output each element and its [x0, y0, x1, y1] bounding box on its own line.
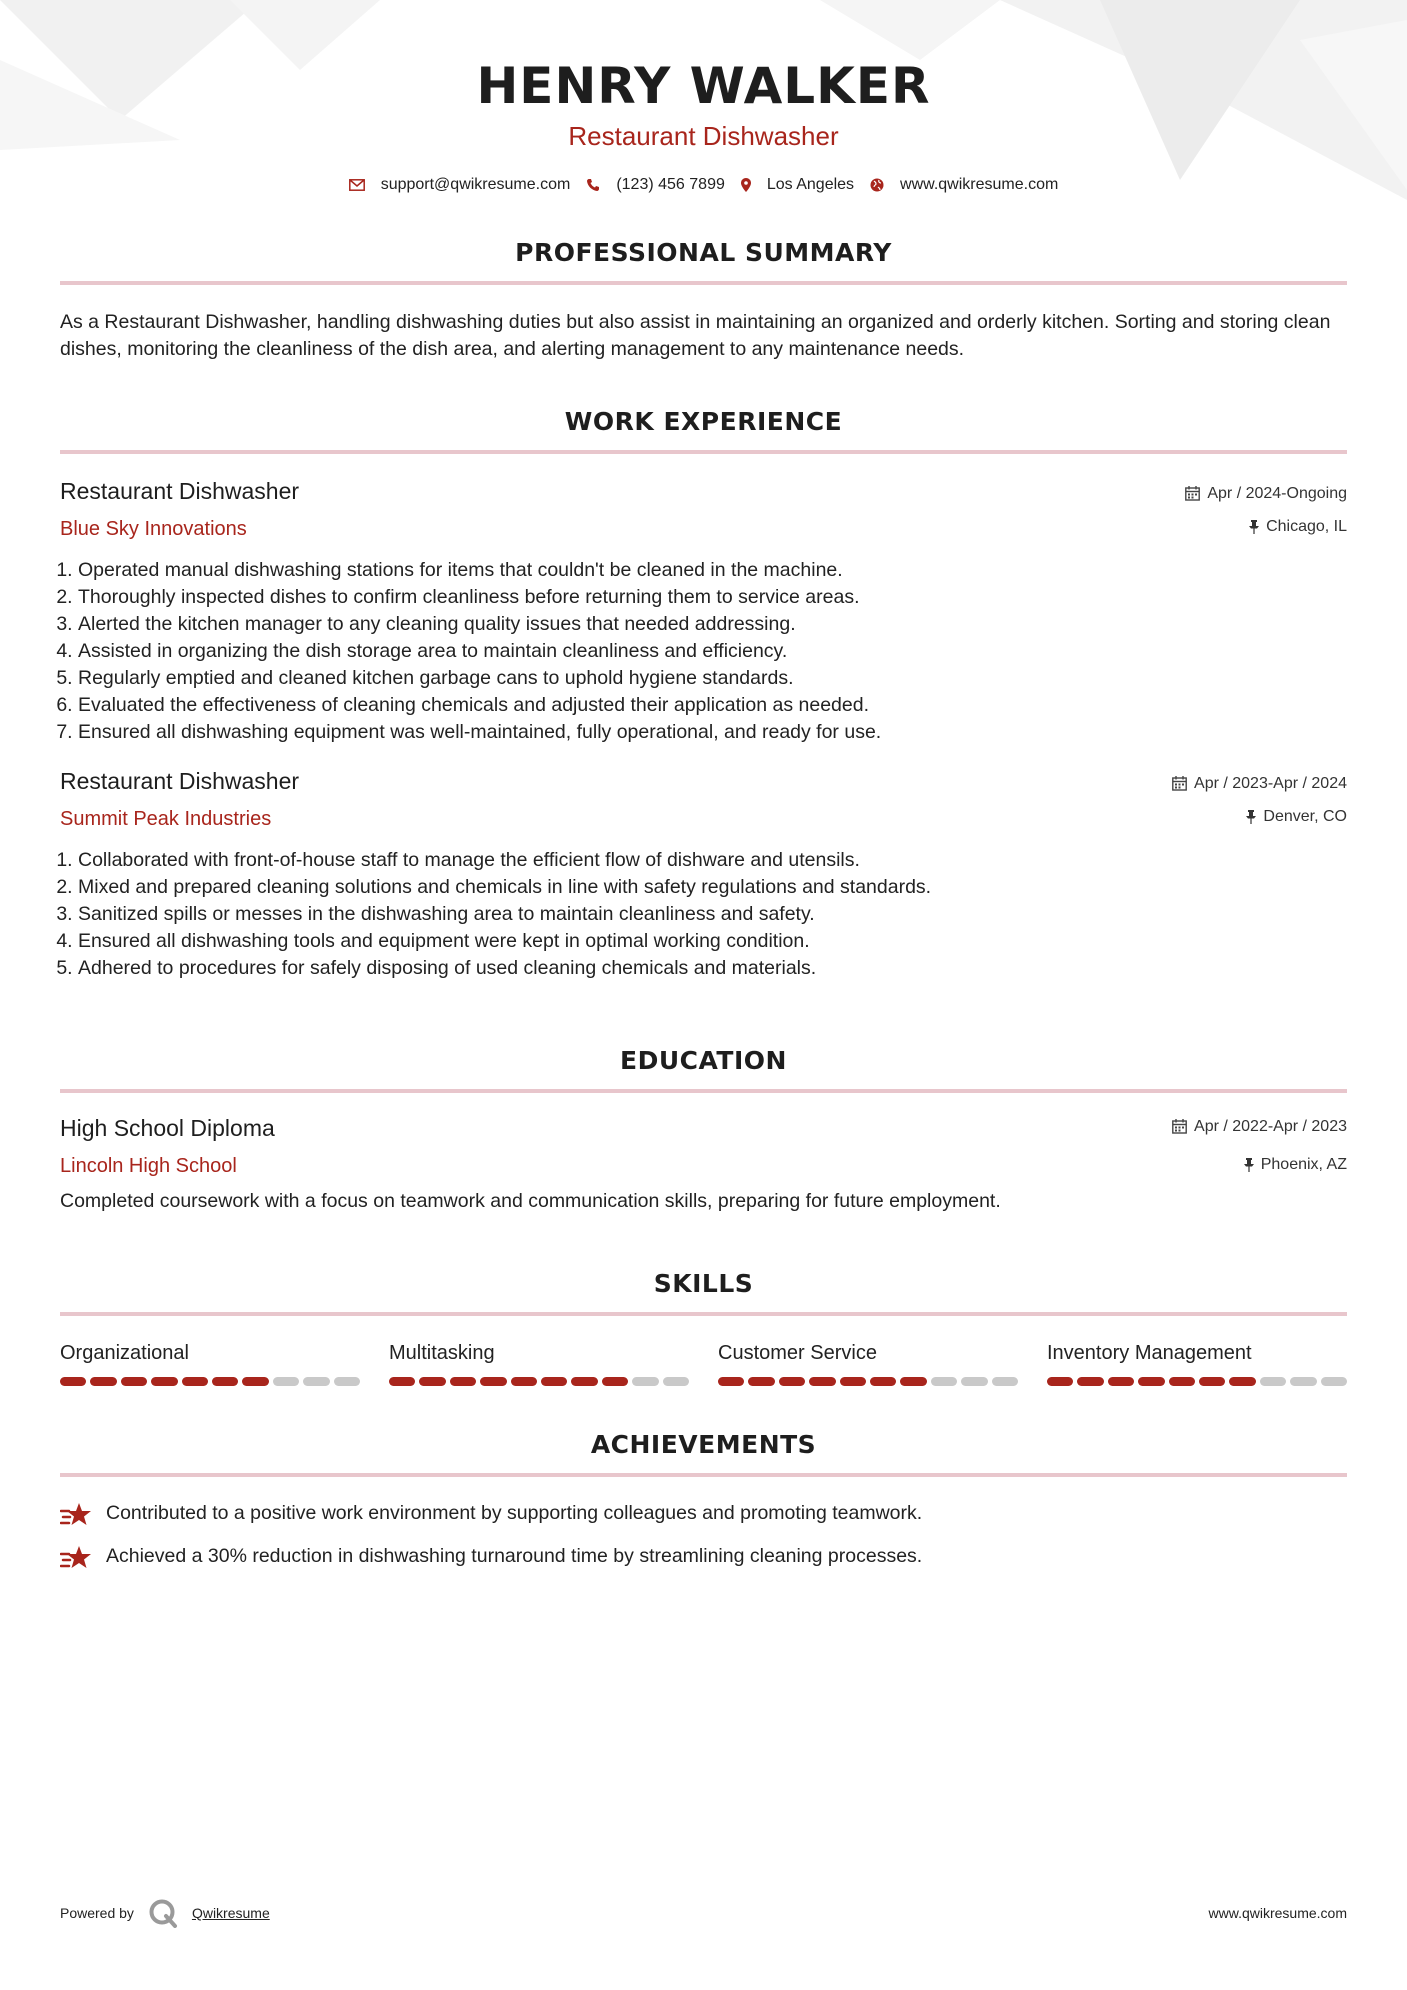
list-item: 2. Mixed and prepared cleaning solutions and chemicals in line with safety regulations and standards. [78, 874, 1347, 901]
skill-level-segment [718, 1377, 744, 1386]
footer-website-link[interactable]: www.qwikresume.com [1208, 1905, 1347, 1921]
skill-level-segment [60, 1377, 86, 1386]
pushpin-icon [1244, 1158, 1254, 1172]
list-item: 5. Adhered to procedures for safely disposing of used cleaning chemicals and materials. [78, 955, 1347, 982]
contact-location [741, 176, 854, 194]
skill-level-segment [632, 1377, 658, 1386]
skill-level-segment [182, 1377, 208, 1386]
skill-name: Inventory Management [1047, 1341, 1252, 1364]
list-item: 5. Regularly emptied and cleaned kitchen garbage cans to uphold hygiene standards. [78, 665, 1347, 692]
calendar-icon [1172, 1119, 1187, 1134]
job-dates: Apr / 2024-Ongoing [1207, 484, 1347, 502]
section-divider [60, 1312, 1347, 1316]
job-dates: Apr / 2023-Apr / 2024 [1194, 774, 1347, 792]
location-text: Los Angeles [766, 175, 855, 193]
skill-item [389, 1342, 689, 1386]
skill-level-segment [1321, 1377, 1347, 1386]
shooting-star-icon [60, 1544, 92, 1570]
map-marker-icon [741, 178, 751, 192]
list-item: 1. Collaborated with front-of-house staff to manage the efficient flow of dishware and utensils. [78, 847, 1347, 874]
skill-level-segment [480, 1377, 506, 1386]
brand-link[interactable]: Qwikresume [191, 1905, 270, 1921]
skill-level-segment [1047, 1377, 1073, 1386]
summary-section [0, 238, 1407, 363]
list-item: 2. Thoroughly inspected dishes to confirm cleanliness before returning them to service areas. [78, 584, 1347, 611]
skill-level-segment [779, 1377, 805, 1386]
contact-bar [0, 176, 1407, 194]
envelope-icon [349, 179, 365, 191]
job-entry [60, 768, 1347, 982]
list-item: 6. Evaluated the effectiveness of cleaning chemicals and adjusted their application as needed. [78, 692, 1347, 719]
page-footer [60, 1898, 1347, 1928]
skill-level-segment [900, 1377, 926, 1386]
contact-website[interactable] [870, 176, 1058, 194]
skill-level-segment [419, 1377, 445, 1386]
experience-section [0, 407, 1407, 982]
achievement-text: Achieved a 30% reduction in dishwashing turnaround time by streamlining cleaning processes. [106, 1545, 923, 1567]
skill-level-segment [840, 1377, 866, 1386]
education-description: Completed coursework with a focus on teamwork and communication skills, preparing for future employment. [60, 1189, 1001, 1212]
job-title: Restaurant Dishwasher [60, 477, 300, 504]
duty-list [60, 847, 1347, 982]
achievements-heading: ACHIEVEMENTS [590, 1429, 817, 1459]
skill-level-segment [1229, 1377, 1255, 1386]
skill-level-segment [389, 1377, 415, 1386]
calendar-icon [1172, 776, 1187, 791]
skill-level-segment [571, 1377, 597, 1386]
achievement-item [60, 1544, 1347, 1570]
skill-level-segment [1199, 1377, 1225, 1386]
qwikresume-logo-icon [148, 1898, 178, 1928]
website-text: www.qwikresume.com [900, 175, 1059, 193]
achievement-item [60, 1501, 1347, 1527]
skill-name: Customer Service [718, 1341, 877, 1364]
school-name: Lincoln High School [60, 1154, 237, 1177]
resume-header [0, 0, 1407, 194]
company-name: Summit Peak Industries [60, 807, 272, 830]
skill-level-bar [718, 1377, 1018, 1386]
skill-name: Multitasking [389, 1341, 495, 1364]
skill-level-segment [809, 1377, 835, 1386]
skill-level-segment [90, 1377, 116, 1386]
list-item: 4. Assisted in organizing the dish storage area to maintain cleanliness and efficiency. [78, 638, 1347, 665]
shooting-star-icon [60, 1501, 92, 1527]
section-divider [60, 1473, 1347, 1477]
skill-level-segment [1290, 1377, 1316, 1386]
skill-level-segment [931, 1377, 957, 1386]
skill-item [60, 1342, 360, 1386]
skill-level-segment [602, 1377, 628, 1386]
candidate-name: HENRY WALKER [476, 57, 931, 115]
list-item: 3. Sanitized spills or messes in the dishwashing area to maintain cleanliness and safety. [78, 901, 1347, 928]
summary-text: As a Restaurant Dishwasher, handling dishwashing duties but also assist in maintaining an organized and orderly kitchen. Sorting and storing clean dishes, monitoring the cleanliness of the dish area, and alerting management to any maintenance needs. [60, 310, 1331, 360]
skill-level-segment [1077, 1377, 1103, 1386]
powered-by-label: Powered by [60, 1905, 134, 1921]
list-item: 1. Operated manual dishwashing stations for items that couldn't be cleaned in the machine. [78, 557, 1347, 584]
skill-level-segment [1108, 1377, 1134, 1386]
skill-level-segment [870, 1377, 896, 1386]
skill-level-segment [541, 1377, 567, 1386]
phone-icon [586, 178, 600, 192]
skills-section [0, 1269, 1407, 1386]
job-entry [60, 478, 1347, 746]
contact-email[interactable] [349, 176, 571, 194]
section-divider [60, 281, 1347, 285]
skill-item [718, 1342, 1018, 1386]
skill-level-segment [1138, 1377, 1164, 1386]
pushpin-icon [1249, 520, 1259, 534]
education-heading: EDUCATION [620, 1045, 787, 1075]
list-item: 4. Ensured all dishwashing tools and equipment were kept in optimal working condition. [78, 928, 1347, 955]
skill-level-bar [389, 1377, 689, 1386]
education-location: Phoenix, AZ [1260, 1155, 1347, 1173]
skill-level-segment [748, 1377, 774, 1386]
job-location: Denver, CO [1263, 807, 1347, 825]
candidate-title: Restaurant Dishwasher [568, 120, 839, 151]
skill-level-segment [992, 1377, 1018, 1386]
skill-level-segment [663, 1377, 689, 1386]
education-entry [60, 1115, 1347, 1213]
company-name: Blue Sky Innovations [60, 517, 247, 540]
duty-list [60, 557, 1347, 746]
summary-heading: PROFESSIONAL SUMMARY [515, 237, 892, 267]
skill-level-segment [151, 1377, 177, 1386]
achievements-section [0, 1430, 1407, 1570]
job-title: Restaurant Dishwasher [60, 767, 300, 794]
experience-heading: WORK EXPERIENCE [564, 406, 843, 436]
globe-icon [870, 178, 884, 192]
contact-phone[interactable] [586, 176, 725, 194]
skill-level-segment [303, 1377, 329, 1386]
skill-level-segment [212, 1377, 238, 1386]
list-item: 3. Alerted the kitchen manager to any cleaning quality issues that needed addressing. [78, 611, 1347, 638]
skill-level-segment [242, 1377, 268, 1386]
job-location: Chicago, IL [1266, 517, 1347, 535]
skill-level-segment [334, 1377, 360, 1386]
skill-level-segment [961, 1377, 987, 1386]
skill-level-segment [273, 1377, 299, 1386]
skills-grid [60, 1342, 1347, 1386]
pushpin-icon [1246, 810, 1256, 824]
skill-item [1047, 1342, 1347, 1386]
skill-level-bar [60, 1377, 360, 1386]
skills-heading: SKILLS [653, 1268, 754, 1298]
degree-name: High School Diploma [60, 1114, 275, 1141]
phone-text: (123) 456 7899 [616, 175, 725, 193]
list-item: 7. Ensured all dishwashing equipment was well-maintained, fully operational, and ready for use. [78, 719, 1347, 746]
skill-level-segment [511, 1377, 537, 1386]
skill-name: Organizational [60, 1341, 189, 1364]
powered-by [60, 1898, 270, 1928]
skill-level-segment [1169, 1377, 1195, 1386]
education-section [0, 1046, 1407, 1213]
achievement-text: Contributed to a positive work environment by supporting colleagues and promoting teamwork. [106, 1502, 923, 1524]
education-dates: Apr / 2022-Apr / 2023 [1194, 1117, 1347, 1135]
calendar-icon [1185, 486, 1200, 501]
section-divider [60, 450, 1347, 454]
skill-level-segment [450, 1377, 476, 1386]
skill-level-bar [1047, 1377, 1347, 1386]
section-divider [60, 1089, 1347, 1093]
skill-level-segment [1260, 1377, 1286, 1386]
skill-level-segment [121, 1377, 147, 1386]
email-text: support@qwikresume.com [380, 175, 571, 193]
